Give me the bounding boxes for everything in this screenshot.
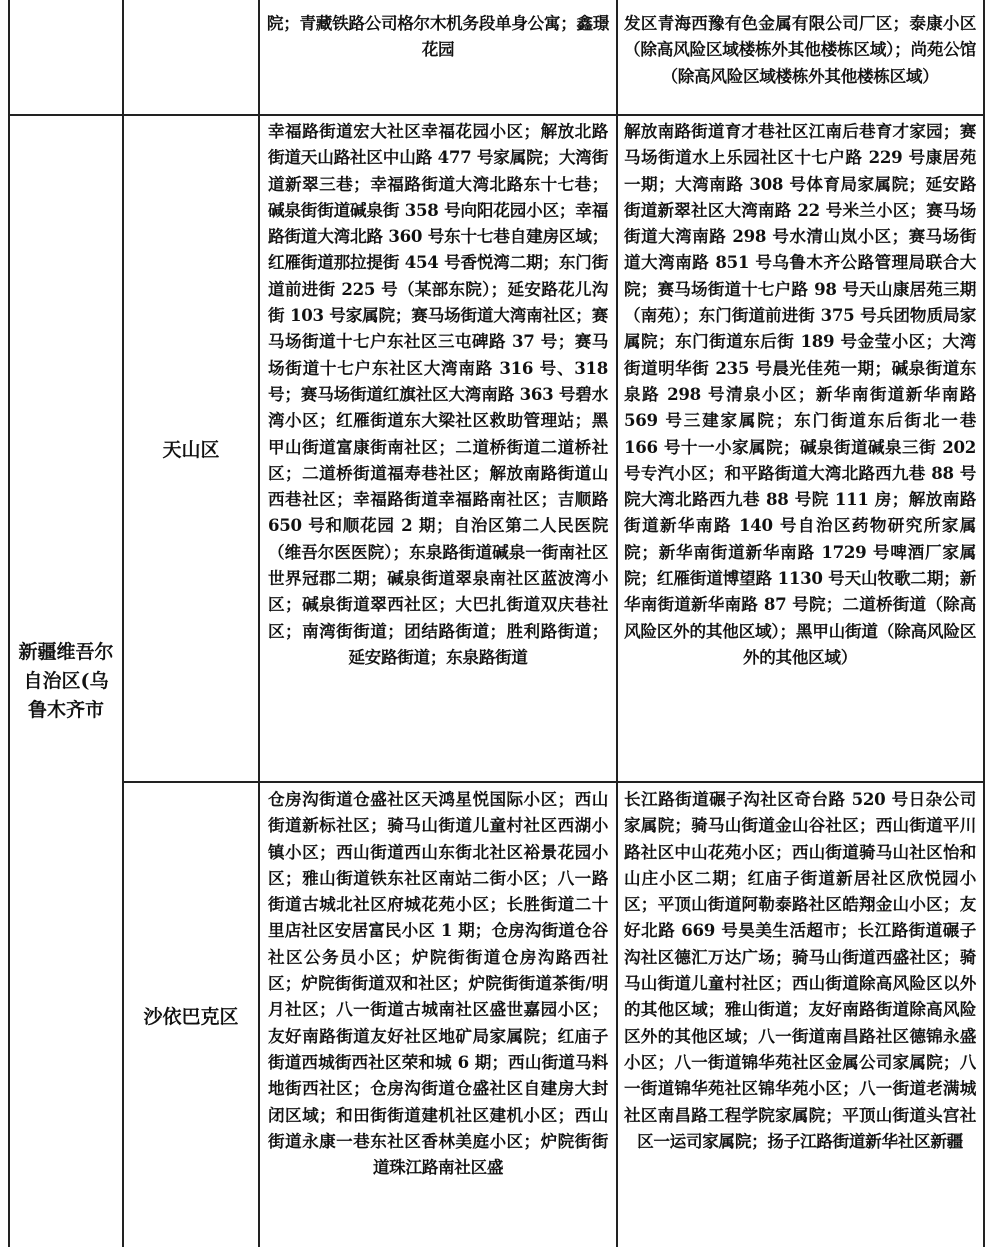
top-row-medium-risk-cell (266, 10, 610, 63)
district-low-risk-text: 解放南路街道育才巷社区江南后巷育才家园；赛马场街道水上乐园社区十七户路 229 号康居苑一期；大湾南路 308 号体育局家属院；延安路街道新翠社区大湾南路 22 号米兰小区；赛马场街道大湾南路 298 号水清山岚小区；赛马场街道大湾南路 851 号乌鲁木齐公路管理局联合大院；赛马场街道十七户路 98 号天山康居苑三期（南苑）；东门街道前进街 375 号兵团物质局家属院；东门街道东后街 189 号金莹小区；大湾街道明华街 235 号晨光佳苑一期；碱泉街道东泉路 298 号清泉小区；新华南街道新华南路 569 号三建家属院；东门街道东后街北一巷 166 号十一小家属院；碱泉街道碱泉三街 202 号专汽小区；和平路街道大湾北路西九巷 88 号院大湾北路西九巷 88 号院 111 房；解放南路街道新华南路 140 号自治区药物研究所家属院；新华南街道新华南路 1729 号啤酒厂家属院；红雁街道博望路 1130 号天山牧歌二期；新华南街道新华南路 87 号院；二道桥街道（除高风险区外的其他区域）；黑甲山街道（除高风险区外的其他区域） (624, 121, 976, 667)
district-name-cell (124, 783, 258, 1247)
district-name: 天山区 (162, 439, 220, 461)
district-medium-risk-cell (268, 118, 608, 670)
district-name-cell (124, 116, 258, 781)
top-row-low-risk-text: 发区青海西豫有色金属有限公司厂区；泰康小区（除高风险区域楼栋外其他楼栋区域）；尚苑公馆（除高风险区域楼栋外其他楼栋区域） (624, 13, 976, 86)
district-low-risk-text: 长江路街道碾子沟社区奇台路 520 号日杂公司家属院；骑马山街道金山谷社区；西山街道平川路社区中山花苑小区；西山街道骑马山社区怡和山庄小区二期；红庙子街道新居社区欣悦园小区；平顶山街道阿勒泰路社区皓翔金山小区；友好北路 669 号昊美生活超市；长江路街道碾子沟社区德汇万达广场；骑马山街道西盛社区；骑马山街道儿童村社区；西山街道除高风险区以外的其他区域；雅山街道；友好南路街道除高风险区外的其他区域；八一街道南昌路社区德锦永盛小区；八一街道锦华苑社区金属公司家属院；八一街道锦华苑社区锦华苑小区；八一街道老满城社区南昌路工程学院家属院；平顶山街道头宫社区一运司家属院；扬子江路街道新华社区新疆 (624, 789, 976, 1151)
district-name: 沙依巴克区 (143, 1005, 239, 1028)
district-medium-risk-text: 幸福路街道宏大社区幸福花园小区；解放北路街道天山路社区中山路 477 号家属院；大湾街道新翠三巷；幸福路街道大湾北路东十七巷；碱泉街街道碱泉街 358 号向阳花园小区；幸福路街道大湾北路 360 号东十七巷自建房区域；红雁街道那拉提街 454 号香悦湾二期；东门街道前进街 225 号（某部东院）；延安路花儿沟街 103 号家属院；赛马场街道大湾南社区；赛马场街道十七户东社区三屯碑路 37 号；赛马场街道十七户东社区大湾南路 316 号、318 号；赛马场街道红旗社区大湾南路 363 号碧水湾小区；红雁街道东大梁社区救助管理站；黑甲山街道富康街南社区；二道桥街道二道桥社区；二道桥街道福寿巷社区；解放南路街道山西巷社区；幸福路街道幸福路南社区；吉顺路 650 号和顺花园 2 期；自治区第二人民医院（维吾尔医医院）；东泉路街道碱泉一街南社区世界冠郡二期；碱泉街道翠泉南社区蓝波湾小区；碱泉街道翠西社区；大巴扎街道双庆巷社区；南湾街街道；团结路街道；胜利路街道；延安路街道；东泉路街道 (268, 121, 608, 667)
region-name: 新疆维吾尔自治区(乌鲁木齐市 (18, 641, 114, 721)
column-divider-2 (258, 0, 260, 1247)
top-row-medium-risk-text: 院；青藏铁路公司格尔木机务段单身公寓；鑫璟花园 (266, 13, 610, 60)
district-low-risk-cell (624, 786, 976, 1247)
region-cell (14, 116, 118, 1247)
district-low-risk-cell (624, 118, 976, 670)
column-divider-3 (616, 0, 618, 1247)
district-medium-risk-text: 仓房沟街道仓盛社区天鸿星悦国际小区；西山街道新标社区；骑马山街道儿童村社区西湖小镇小区；西山街道西山东街北社区裕景花园小区；雅山街道铁东社区南站二街小区；八一路街道古城北社区府城花苑小区；长胜街道二十里店社区安居富民小区 1 期；仓房沟街道仓谷社区公务员小区；炉院街街道仓房沟路西社区；炉院街街道双和社区；炉院街街道茶街/明月社区；八一街道古城南社区盛世嘉园小区；友好南路街道友好社区地矿局家属院；红庙子街道西城街西社区荣和城 6 期；西山街道马料地街西社区；仓房沟街道仓盛社区自建房大封闭区域；和田街街道建机社区建机小区；西山街道永康一巷东社区香林美庭小区；炉院街街道珠江路南社区盛 (268, 789, 608, 1178)
top-row-low-risk-cell (624, 10, 976, 89)
district-medium-risk-cell (268, 786, 608, 1247)
table-border-left (8, 0, 10, 1247)
table-border-right (983, 0, 985, 1247)
